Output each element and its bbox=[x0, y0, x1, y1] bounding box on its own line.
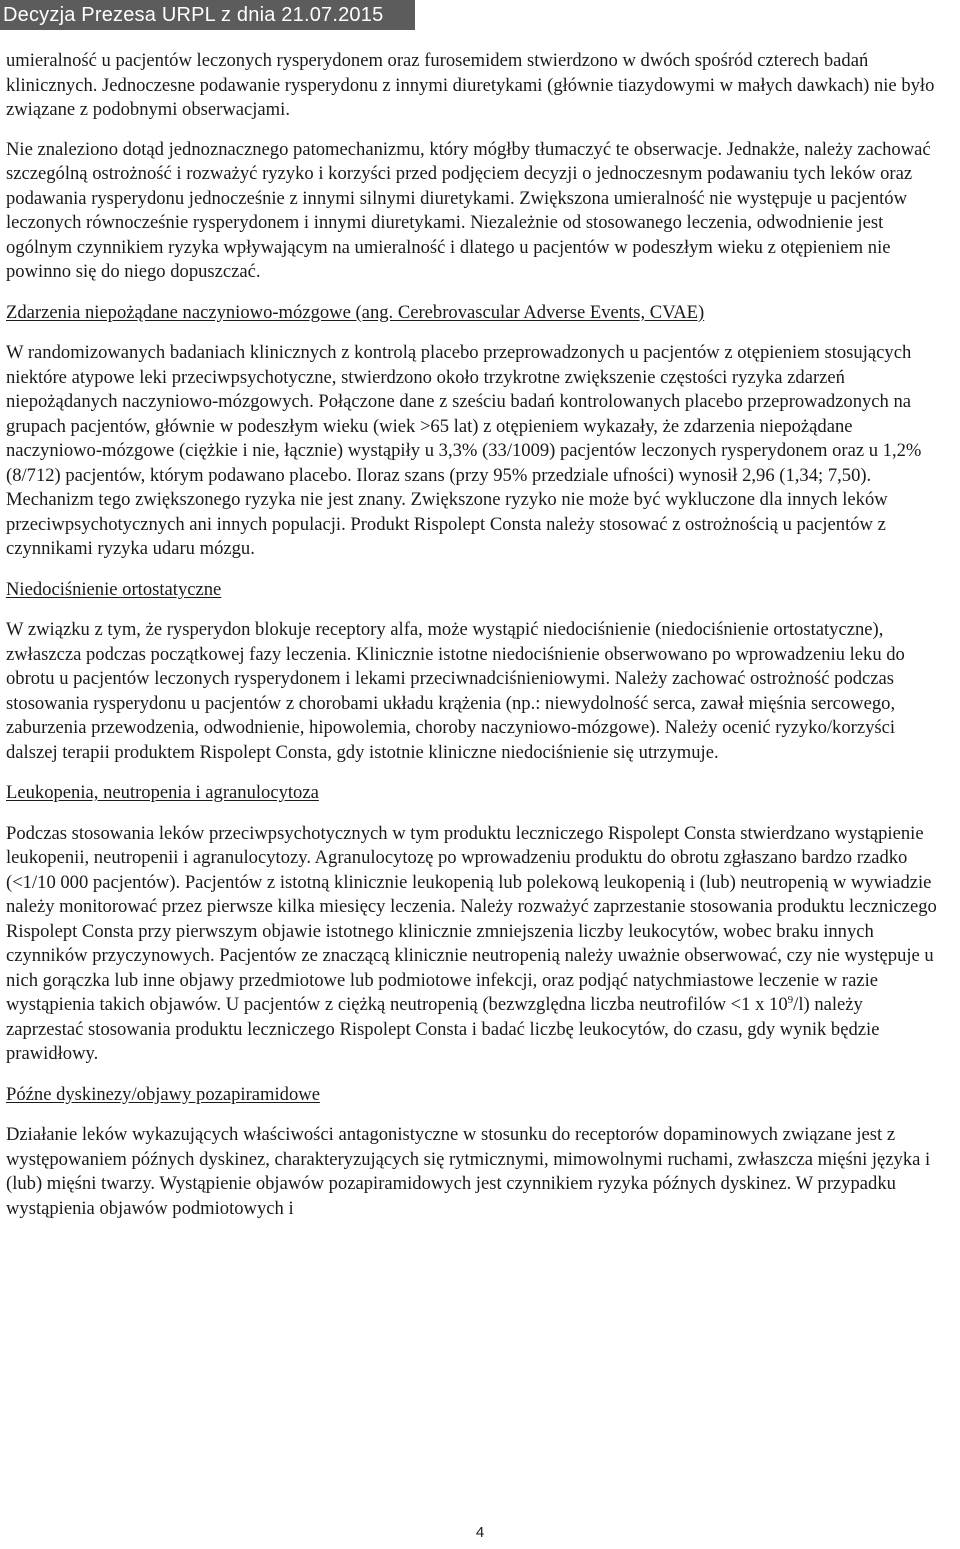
paragraph-pathomechanism: Nie znaleziono dotąd jednoznacznego patomechanizmu, który mógłby tłumaczyć te obserwacje. Jednakże, należy zachować szczególną ostrożność i rozważyć ryzyko i korzyści przed podjęciem decyzji o jednoczesnym podawaniu tych leków oraz podawania rysperydonu jednocześnie z innymi silnymi diuretykami. Zwiększona umieralność nie występuje u pacjentów leczonych równocześnie rysperydonem i innymi diuretykami. Niezależnie od stosowanego leczenia, odwodnienie jest ogólnym czynnikiem ryzyka wpływającym na umieralność i dlatego u pacjentów w podeszłym wieku z otępieniem nie powinno się do niego dopuszczać. bbox=[6, 138, 931, 282]
superscript-exponent: 9 bbox=[787, 993, 794, 1006]
section-heading-orthostatic: Niedociśnienie ortostatyczne bbox=[6, 578, 222, 600]
paragraph-mortality: umieralność u pacjentów leczonych rysperydonem oraz furosemidem stwierdzono w dwóch spośród czterech badań klinicznych. Jednoczesne podawanie rysperydonu z innymi diuretykami (głównie tiazydowymi w małych dawkach) nie było związane z podobnymi obserwacjami. bbox=[6, 50, 935, 120]
paragraph-orthostatic: W związku z tym, że rysperydon blokuje receptory alfa, może wystąpić niedociśnienie (niedociśnienie ortostatyczne), zwłaszcza podczas początkowej fazy leczenia. Klinicznie istotne niedociśnienie obserwowano po wprowadzeniu leku do obrotu u pacjentów leczonych rysperydonem i lekami przeciwnadciśnieniowymi. Należy zachować ostrożność podczas stosowania rysperydonu u pacjentów z chorobami układu krążenia (np.: niewydolność serca, zawał mięśnia sercowego, zaburzenia przewodzenia, odwodnienie, hipowolemia, choroby naczyniowo-mózgowe). Należy ocenić ryzyko/korzyści dalszej terapii produktem Rispolept Consta, gdy istotnie kliniczne niedociśnienie się utrzymuje. bbox=[6, 619, 905, 763]
page-number: 4 bbox=[475, 1524, 485, 1541]
paragraph-dyskinesia: Działanie leków wykazujących właściwości antagonistyczne w stosunku do receptorów dopaminowych związane jest z występowaniem późnych dyskinez, charakteryzujących się rytmicznymi, mimowolnymi ruchami, zwłaszcza mięśni języka i (lub) mięśni twarzy. Wystąpienie objawów pozapiramidowych jest czynnikiem ryzyka późnych dyskinez. W przypadku wystąpienia objawów podmiotowych i bbox=[6, 1124, 931, 1219]
section-heading-leukopenia: Leukopenia, neutropenia i agranulocytoza bbox=[6, 782, 319, 803]
document-header: Decyzja Prezesa URPL z dnia 21.07.2015 bbox=[0, 0, 415, 30]
section-heading-cvae: Zdarzenia niepożądane naczyniowo-mózgowe (ang. Cerebrovascular Adverse Events, CVAE) bbox=[6, 301, 705, 323]
paragraph-leukopenia-part-b: /l) należy zaprzestać stosowania produktu leczniczego Rispolept Consta i badać liczbę leukocytów, do czasu, gdy wynik będzie prawidłowy. bbox=[6, 994, 880, 1064]
paragraph-cvae: W randomizowanych badaniach klinicznych z kontrolą placebo przeprowadzonych u pacjentów z otępieniem stosujących niektóre atypowe leki przeciwpsychotyczne, stwierdzono około trzykrotne zwiększenie częstości ryzyka zdarzeń niepożądanych naczyniowo-mózgowych. Połączone dane z sześciu badań kontrolowanych placebo przeprowadzonych na grupach pacjentów, głównie w podeszłym wieku (wiek >65 lat) z otępieniem wykazały, że zdarzenia niepożądane naczyniowo-mózgowe (ciężkie i nie, łącznie) wystąpiły u 3,3% (33/1009) pacjentów leczonych rysperydonem oraz u 1,2% (8/712) pacjentów, którym podawano placebo. Iloraz szans (przy 95% przedziale ufności) wynosił 2,96 (1,34; 7,50). Mechanizm tego zwiększonego ryzyka nie jest znany. Zwiększone ryzyko nie może być wykluczone dla innych leków przeciwpsychotycznych ani innych populacji. Produkt Rispolept Consta należy stosować z ostrożnością u pacjentów z czynnikami ryzyka udaru mózgu. bbox=[6, 342, 922, 559]
section-heading-dyskinesia: Późne dyskinezy/objawy pozapiramidowe bbox=[6, 1083, 320, 1105]
paragraph-leukopenia-part-a: Podczas stosowania leków przeciwpsychotycznych w tym produktu leczniczego Rispolept Consta stwierdzano wystąpienie leukopenii, neutropenii i agranulocytozy. Agranulocytozę po wprowadzeniu produktu do obrotu zgłaszano bardzo rzadko (<1/10 000 pacjentów). Pacjentów z istotną klinicznie leukopenią lub polekową leukopenią i (lub) neutropenią w wywiadzie należy monitorować przez pierwsze kilka miesięcy leczenia. Należy rozważyć zaprzestanie stosowania produktu leczniczego Rispolept Consta przy pierwszym objawie istotnego klinicznie zmniejszenia liczby leukocytów, wobec braku innych czynników przyczynowych. Pacjentów ze znaczącą klinicznie neutropenią należy uważnie obserwować, czy nie występuje u nich gorączka lub inne objawy przedmiotowe lub podmiotowe infekcji, oraz podjąć natychmiastowe leczenie w razie wystąpienia takich objawów. U pacjentów z ciężką neutropenią (bezwzględna liczba neutrofilów <1 x 10 bbox=[6, 822, 937, 1015]
paragraph-leukopenia bbox=[6, 822, 938, 1067]
